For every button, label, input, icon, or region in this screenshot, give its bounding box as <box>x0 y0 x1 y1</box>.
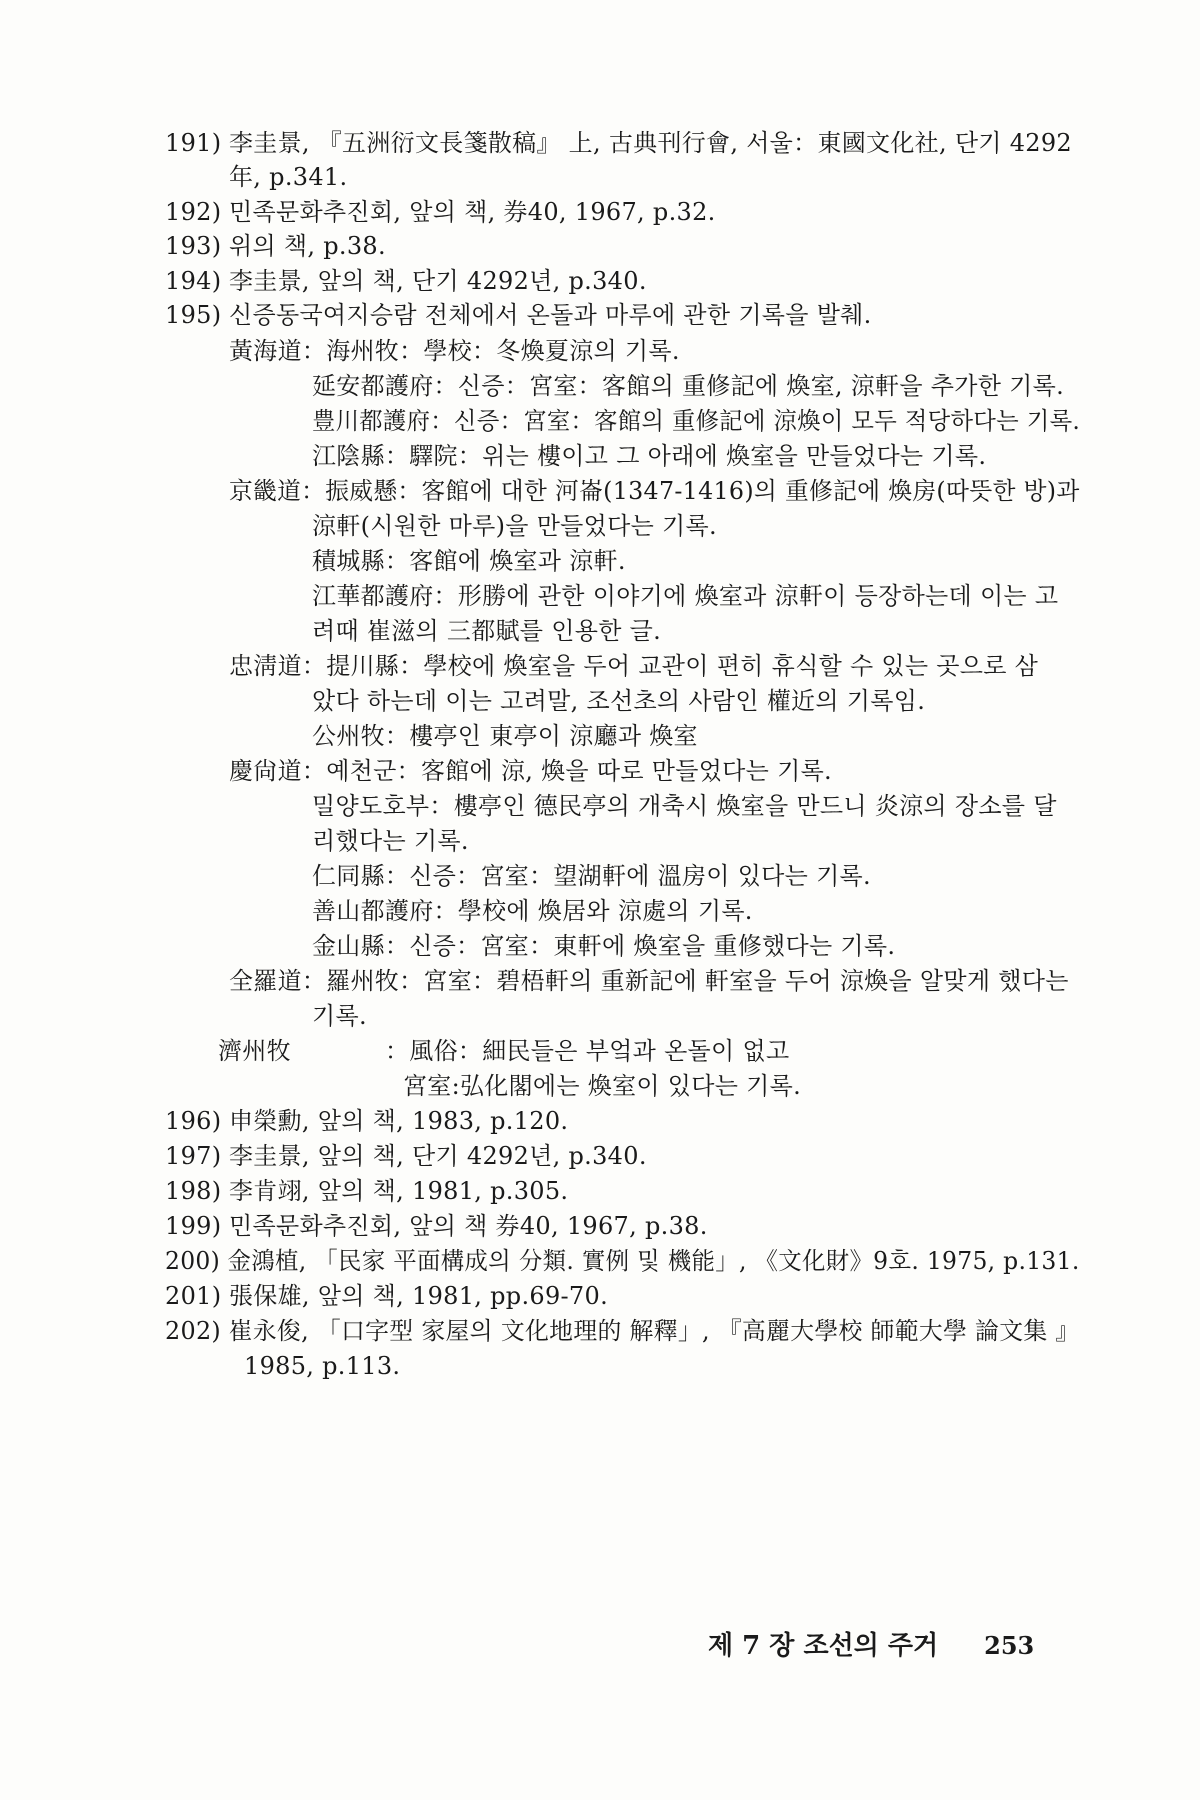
record-line: 涼軒(시원한 마루)을 만들었다는 기록. <box>312 512 717 540</box>
footnote-number: 191) <box>165 129 222 157</box>
footnote-202 <box>165 1316 1080 1346</box>
record-line: 仁同縣：신증：宮室：望湖軒에 溫房이 있다는 기록. <box>312 862 871 890</box>
footnote-text: 申榮勳, 앞의 책, 1983, p.120. <box>229 1107 569 1135</box>
footnote-198 <box>165 1176 568 1206</box>
footnote-200 <box>165 1246 1080 1276</box>
footnote-number: 198) <box>165 1177 222 1205</box>
record-line: 善山都護府：學校에 煥居와 涼處의 기록. <box>312 897 753 925</box>
footnote-196 <box>165 1106 568 1136</box>
record-line: 았다 하는데 이는 고려말, 조선초의 사람인 權近의 기록임. <box>312 687 926 715</box>
footnote-194 <box>165 266 647 296</box>
footnote-201 <box>165 1281 608 1311</box>
footnote-number: 193) <box>165 232 222 260</box>
footnote-192 <box>165 197 716 227</box>
record-line: 積城縣：客館에 煥室과 涼軒. <box>312 547 626 575</box>
footnote-text: 金鴻植, 「民家 平面構成의 分類. 實例 및 機能」, 《文化財》9호. 1975, p.131. <box>227 1247 1080 1275</box>
page-number: 253 <box>984 1631 1035 1660</box>
footnote-number: 201) <box>165 1282 222 1310</box>
record-line: 宮室:弘化閣에는 煥室이 있다는 기록. <box>403 1072 802 1100</box>
record-line: 延安都護府：신증：宮室：客館의 重修記에 煥室, 涼軒을 추가한 기록. <box>312 372 1065 400</box>
page-footer <box>708 1625 1034 1662</box>
province-gyeongsang: 慶尙道：예천군：客館에 涼, 煥을 따로 만들었다는 기록. <box>229 757 832 785</box>
province-gyeonggi: 京畿道：振威懸：客館에 대한 河崙(1347-1416)의 重修記에 煥房(따뜻한 방)과 <box>229 477 1080 505</box>
footnote-number: 192) <box>165 198 222 226</box>
footnote-191-cont: 年, p.341. <box>229 163 348 191</box>
footnote-193 <box>165 231 386 261</box>
footnote-number: 200) <box>165 1247 221 1275</box>
record-line: 리했다는 기록. <box>312 827 469 855</box>
footnote-199 <box>165 1211 708 1241</box>
footnote-text: 민족문화추진회, 앞의 책, 券40, 1967, p.32. <box>229 198 716 226</box>
province-jeolla: 全羅道：羅州牧：宮室：碧梧軒의 重新記에 軒室을 두어 涼煥을 알맞게 했다는 <box>229 967 1069 995</box>
footnote-number: 197) <box>165 1142 222 1170</box>
record-line: 려때 崔滋의 三都賦를 인용한 글. <box>312 617 662 645</box>
record-line: 江華都護府：形勝에 관한 이야기에 煥室과 涼軒이 등장하는데 이는 고 <box>312 582 1059 610</box>
footnote-number: 194) <box>165 267 222 295</box>
footnote-195 <box>165 300 872 330</box>
footnote-text: 張保雄, 앞의 책, 1981, pp.69-70. <box>229 1282 609 1310</box>
footnote-197 <box>165 1141 647 1171</box>
footnote-text: 신증동국여지승람 전체에서 온돌과 마루에 관한 기록을 발췌. <box>229 301 872 329</box>
footnote-number: 196) <box>165 1107 222 1135</box>
footnote-text: 李肯翊, 앞의 책, 1981, p.305. <box>229 1177 569 1205</box>
footnote-number: 202) <box>165 1317 222 1345</box>
footnote-text: 위의 책, p.38. <box>229 232 386 260</box>
footnote-text: 崔永俊, 「口字型 家屋의 文化地理的 解釋」, 『高麗大學校 師範大學 論文集 』 <box>228 1317 1080 1345</box>
footnote-text: 李圭景, 앞의 책, 단기 4292년, p.340. <box>229 267 647 295</box>
record-line: 豊川都護府：신증：宮室：客館의 重修記에 涼煥이 모두 적당하다는 기록. <box>312 407 1081 435</box>
footnote-191 <box>165 128 1072 158</box>
record-line: 江陰縣：驛院：위는 樓이고 그 아래에 煥室을 만들었다는 기록. <box>312 442 987 470</box>
province-jeju: 濟州牧 <box>218 1037 291 1065</box>
record-line: ：風俗：細民들은 부엌과 온돌이 없고 <box>385 1037 790 1065</box>
province-chungcheong: 忠淸道：提川縣：學校에 煥室을 두어 교관이 편히 휴식할 수 있는 곳으로 삼 <box>229 652 1039 680</box>
footnote-text: 민족문화추진회, 앞의 책 券40, 1967, p.38. <box>229 1212 708 1240</box>
footnote-text: 李圭景, 『五洲衍文長箋散稿』 上, 古典刊行會, 서울：東國文化社, 단기 4292 <box>229 129 1073 157</box>
record-line: 公州牧：樓亭인 東亭이 涼廳과 煥室 <box>312 722 698 750</box>
footnote-number: 195) <box>165 301 222 329</box>
footnote-number: 199) <box>165 1212 222 1240</box>
record-line: 밀양도호부：樓亭인 德民亭의 개축시 煥室을 만드니 炎涼의 장소를 달 <box>312 792 1057 820</box>
record-line: 기록. <box>312 1002 367 1030</box>
record-line: 金山縣：신증：宮室：東軒에 煥室을 重修했다는 기록. <box>312 932 896 960</box>
footnote-202-cont: 1985, p.113. <box>244 1352 401 1380</box>
chapter-title: 제 7 장 조선의 주거 <box>708 1631 939 1661</box>
footnote-text: 李圭景, 앞의 책, 단기 4292년, p.340. <box>229 1142 647 1170</box>
province-hwanghae: 黃海道：海州牧：學校：冬煥夏涼의 기록. <box>229 337 680 365</box>
